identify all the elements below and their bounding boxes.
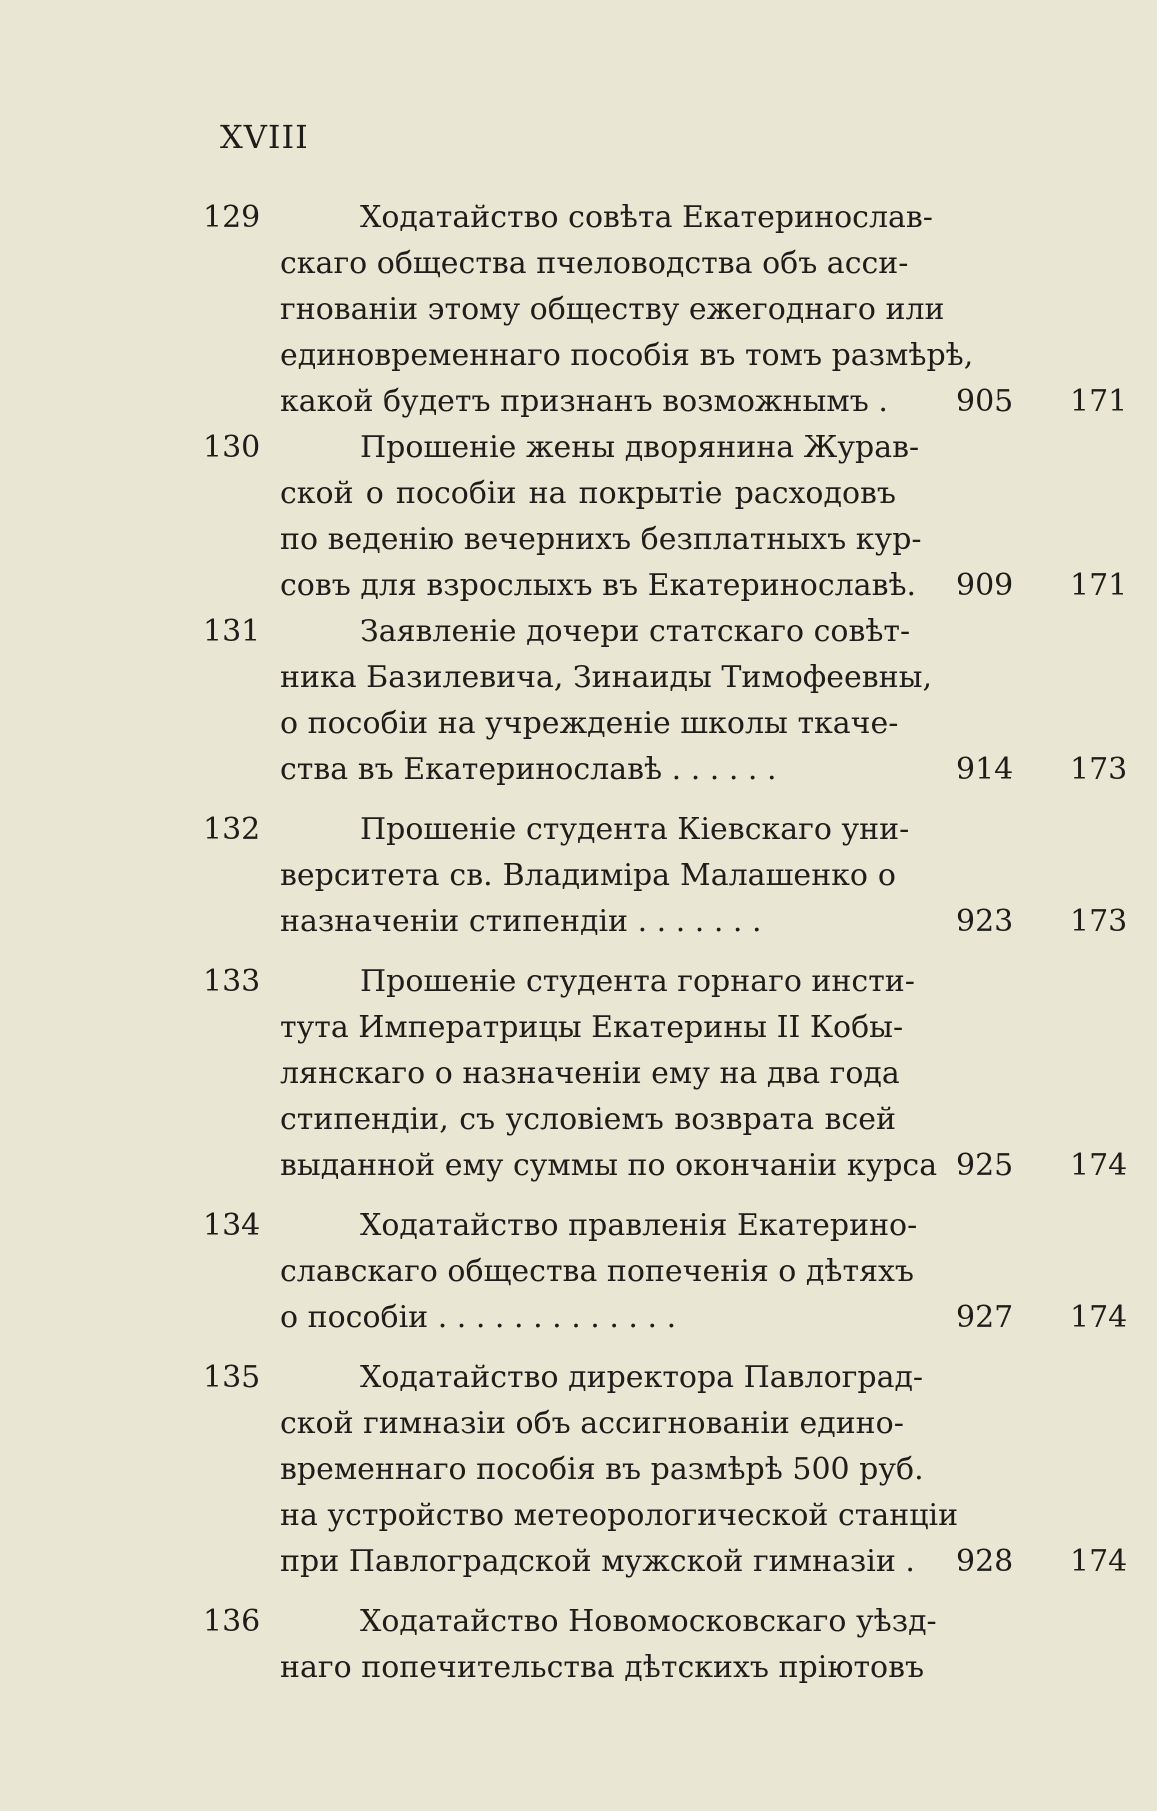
page-reference-b: 174 <box>1070 1300 1128 1335</box>
entry-line: ника Базилевича, Зинаиды Тимофеевны, <box>280 660 933 695</box>
entry-135 <box>0 1355 1157 1585</box>
entry-number: 136 <box>203 1604 261 1639</box>
entry-133 <box>0 959 1157 1189</box>
entry-line: лянскаго о назначеніи ему на два года <box>280 1056 900 1091</box>
entry-line: на устройство метеорологической станціи <box>280 1498 959 1533</box>
page-reference-a: 925 <box>956 1148 1014 1183</box>
entry-132 <box>0 807 1157 945</box>
page-reference-b: 174 <box>1070 1544 1128 1579</box>
entry-line: Ходатайство Новомосковскаго уѣзд- <box>360 1604 937 1639</box>
page-reference-a: 909 <box>956 568 1014 603</box>
page-reference-a: 905 <box>956 384 1014 419</box>
entry-text <box>280 1599 937 1691</box>
entry-line: какой будетъ признанъ возможнымъ . <box>280 384 888 419</box>
page-reference-b: 174 <box>1070 1148 1128 1183</box>
entry-text <box>280 425 922 609</box>
entry-number: 129 <box>203 200 261 235</box>
page-reference-b: 171 <box>1070 568 1128 603</box>
entry-line: совъ для взрослыхъ въ Екатеринославѣ. <box>280 568 917 603</box>
entry-line: гнованіи этому обществу ежегоднаго или <box>280 292 945 327</box>
page-reference-a: 923 <box>956 904 1014 939</box>
entry-number: 131 <box>203 614 261 649</box>
entry-line: тута Императрицы Екатерины II Кобы- <box>280 1010 904 1045</box>
entry-line: Прошеніе студента горнаго инсти- <box>360 964 915 999</box>
page-reference-a: 914 <box>956 752 1014 787</box>
entry-line: славскаго общества попеченія о дѣтяхъ <box>280 1254 914 1289</box>
entry-line: Ходатайство директора Павлоград- <box>360 1360 924 1395</box>
entry-line: Прошеніе студента Кіевскаго уни- <box>360 812 910 847</box>
entry-129 <box>0 195 1157 425</box>
entry-line: наго попечительства дѣтскихъ пріютовъ <box>280 1650 925 1685</box>
page-reference-a: 928 <box>956 1544 1014 1579</box>
page-reference-b: 171 <box>1070 384 1128 419</box>
entry-130 <box>0 425 1157 609</box>
entry-line: ской о пособіи на покрытіе расходовъ <box>280 476 896 511</box>
entry-text <box>280 609 933 793</box>
entry-text <box>280 195 974 425</box>
entry-line: временнаго пособія въ размѣрѣ 500 руб. <box>280 1452 924 1487</box>
entry-line: по веденію вечернихъ безплатныхъ кур- <box>280 522 922 557</box>
entries-list <box>0 195 1157 1691</box>
entry-text <box>280 959 938 1189</box>
entry-line: ской гимназіи объ ассигнованіи едино- <box>280 1406 904 1441</box>
entry-line: выданной ему суммы по окончаніи курса <box>280 1148 938 1183</box>
entry-line: Заявленіе дочери статскаго совѣт- <box>360 614 911 649</box>
entry-line: о пособіи на учрежденіе школы ткаче- <box>280 706 899 741</box>
entry-text <box>280 807 910 945</box>
entry-line: Ходатайство правленія Екатерино- <box>360 1208 918 1243</box>
entry-number: 132 <box>203 812 261 847</box>
entry-line: Ходатайство совѣта Екатеринослав- <box>360 200 933 235</box>
entry-line: при Павлоградской мужской гимназіи . <box>280 1544 915 1579</box>
entry-136 <box>0 1599 1157 1691</box>
page-reference-b: 173 <box>1070 904 1128 939</box>
entry-text <box>280 1355 959 1585</box>
entry-131 <box>0 609 1157 793</box>
entry-line: верситета св. Владиміра Малашенко о <box>280 858 896 893</box>
page-reference-b: 173 <box>1070 752 1128 787</box>
entry-line: о пособіи . . . . . . . . . . . . . <box>280 1300 677 1335</box>
entry-number: 135 <box>203 1360 261 1395</box>
entry-line: назначеніи стипендіи . . . . . . . <box>280 904 762 939</box>
page-number: XVIII <box>220 118 309 156</box>
entry-line: Прошеніе жены дворянина Журав- <box>360 430 920 465</box>
entry-line: единовременнаго пособія въ томъ размѣрѣ, <box>280 338 974 373</box>
entry-line: скаго общества пчеловодства объ асси- <box>280 246 909 281</box>
entry-text <box>280 1203 918 1341</box>
entry-number: 134 <box>203 1208 261 1243</box>
entry-line: ства въ Екатеринославѣ . . . . . . <box>280 752 777 787</box>
entry-line: стипендіи, съ условіемъ возврата всей <box>280 1102 896 1137</box>
entry-134 <box>0 1203 1157 1341</box>
entry-number: 130 <box>203 430 261 465</box>
entry-number: 133 <box>203 964 261 999</box>
page-reference-a: 927 <box>956 1300 1014 1335</box>
